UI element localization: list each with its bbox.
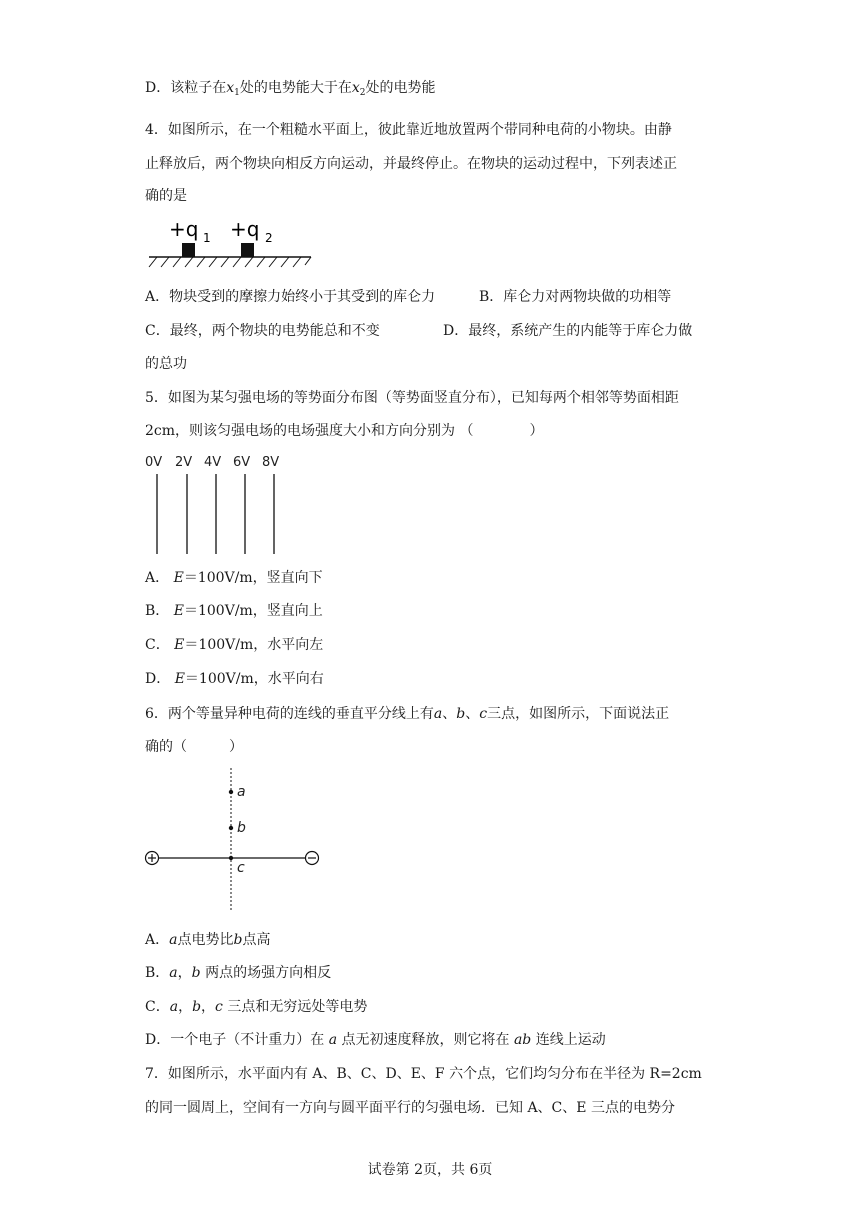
- q5-option-b: B． E＝100V/m，竖直向上: [145, 603, 323, 619]
- q5-option-c: C． E＝100V/m，水平向左: [145, 637, 324, 653]
- fig-charge-q1: +q: [169, 217, 199, 241]
- q6-option-a: A．a点电势比b点高: [145, 932, 271, 948]
- fig-charge-q1-sub: 1: [203, 231, 211, 245]
- q6-stem-line2: 确的（ ）: [145, 739, 243, 755]
- fig-label-8v: 8V: [262, 455, 280, 470]
- q4-option-c: C．最终，两个物块的电势能总和不变: [145, 323, 380, 339]
- q3-optd-text: D．该粒子在: [145, 80, 227, 96]
- q5-option-a: A． E＝100V/m，竖直向下: [145, 570, 323, 586]
- fig-label-0v: 0V: [145, 455, 163, 470]
- q6-option-d: D．一个电子（不计重力）在 a 点无初速度释放，则它将在 ab 连线上运动: [145, 1032, 606, 1048]
- page-footer: 试卷第 2页，共 6页: [367, 1162, 493, 1178]
- q4-stem-line1: 4．如图所示，在一个粗糙水平面上，彼此靠近地放置两个带同种电荷的小物块。由静: [145, 122, 672, 138]
- fig-block-2: [241, 243, 254, 257]
- fig-label-c: c: [237, 860, 245, 876]
- fig-label-4v: 4V: [204, 455, 222, 470]
- fig-point-b: [229, 826, 233, 830]
- fig-block-1: [182, 243, 195, 257]
- fig-charge-q2: +q: [230, 217, 260, 241]
- q4-stem-line2: 止释放后，两个物块向相反方向运动，并最终停止。在物块的运动过程中，下列表述正: [145, 156, 677, 172]
- q3-optd-text: 处的电势能大于在: [239, 80, 352, 96]
- q4-figure: [145, 212, 320, 274]
- var-x: x: [226, 80, 235, 96]
- q5-stem-line1: 5．如图为某匀强电场的等势面分布图（等势面竖直分布），已知每两个相邻等势面相距: [145, 390, 679, 406]
- q5-stem-line2: 2cm，则该匀强电场的电场强度大小和方向分别为 （ ）: [145, 423, 544, 439]
- q4-stem-line3: 确的是: [145, 188, 187, 204]
- q6-stem-line1: 6．两个等量异种电荷的连线的垂直平分线上有a、b、c三点，如图所示，下面说法正: [145, 706, 670, 722]
- fig-charge-q2-sub: 2: [265, 231, 273, 245]
- q7-stem-line1: 7．如图所示，水平面内有 A、B、C、D、E、F 六个点，它们均匀分布在半径为 R=2cm: [145, 1066, 702, 1082]
- sub-2: 2: [359, 88, 366, 98]
- q4-option-d-cont: 的总功: [145, 356, 187, 372]
- fig-label-6v: 6V: [233, 455, 251, 470]
- q6-option-c: C．a，b，c 三点和无穷远处等电势: [145, 999, 368, 1015]
- q5-figure: [145, 452, 295, 557]
- q4-option-d: D．最终，系统产生的内能等于库仑力做: [443, 323, 693, 339]
- q4-option-a: A．物块受到的摩擦力始终小于其受到的库仑力: [145, 289, 436, 305]
- fig-label-2v: 2V: [175, 455, 193, 470]
- fig-point-a: [229, 790, 233, 794]
- q3-option-d: [145, 78, 436, 103]
- q4-option-b: B．库仑力对两物块做的功相等: [479, 289, 672, 305]
- var-x: x: [351, 80, 360, 96]
- q3-optd-text: 处的电势能: [365, 80, 436, 96]
- q6-option-b: B．a，b 两点的场强方向相反: [145, 965, 332, 981]
- q7-stem-line2: 的同一圆周上，空间有一方向与圆平面平行的匀强电场．已知 A、C、E 三点的电势分: [145, 1100, 675, 1116]
- fig-point-c: [229, 856, 233, 860]
- fig-label-a: a: [237, 784, 246, 800]
- fig-label-b: b: [237, 820, 246, 836]
- q6-figure: [143, 766, 323, 914]
- fig-ground-hatch: [149, 257, 311, 267]
- q5-option-d: D． E＝100V/m，水平向右: [145, 671, 324, 687]
- sub-1: 1: [234, 88, 240, 98]
